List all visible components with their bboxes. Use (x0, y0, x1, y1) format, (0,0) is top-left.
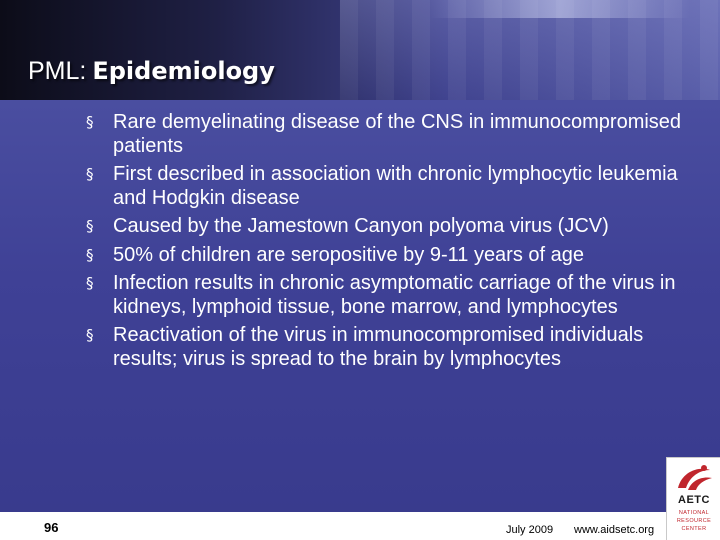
bullet-item (86, 272, 696, 319)
bullet-icon: § (86, 245, 94, 264)
bullet-icon: § (86, 113, 94, 131)
bullet-icon: § (86, 217, 94, 235)
bullet-icon: § (86, 165, 94, 183)
title-prefix: PML: (28, 57, 87, 85)
logo-title: AETC (678, 494, 710, 506)
bullet-text: 50% of children are seropositive by 9-11 years of age (113, 243, 585, 266)
slide-title (28, 50, 275, 87)
aetc-swirl-icon (674, 462, 714, 494)
bullet-icon: § (86, 326, 94, 344)
aetc-logo (666, 457, 720, 540)
bullet-text: Reactivation of the virus in immunocompromised individuals results; virus is spread to the brain by lymphocytes (113, 324, 644, 370)
header-highlight (430, 0, 690, 18)
logo-line-national: NATIONAL (678, 510, 710, 516)
footer-date: July 2009 (506, 524, 554, 536)
footer-url: www.aidsetc.org (574, 524, 655, 536)
logo-line-center: CENTER (681, 526, 707, 532)
logo-line-resource: RESOURCE (676, 518, 712, 524)
bullet-icon: § (86, 274, 94, 292)
bullet-item (86, 163, 696, 210)
bullet-item (86, 111, 696, 158)
bullet-item (86, 324, 696, 371)
page-number: 96 (44, 520, 59, 535)
bullet-text: Infection results in chronic asymptomatic carriage of the virus in kidneys, lymphoid tissue, bone marrow, and lymphocytes (113, 272, 676, 318)
title-main: Epidemiology (92, 57, 275, 85)
bullet-item (86, 215, 696, 239)
bullet-text: Caused by the Jamestown Canyon polyoma virus (JCV) (113, 215, 609, 237)
bullet-text: First described in association with chronic lymphocytic leukemia and Hodgkin disease (113, 163, 678, 209)
bullet-list (86, 111, 696, 376)
bullet-text: Rare demyelinating disease of the CNS in immunocompromised patients (113, 111, 682, 157)
bullet-item (86, 244, 696, 268)
